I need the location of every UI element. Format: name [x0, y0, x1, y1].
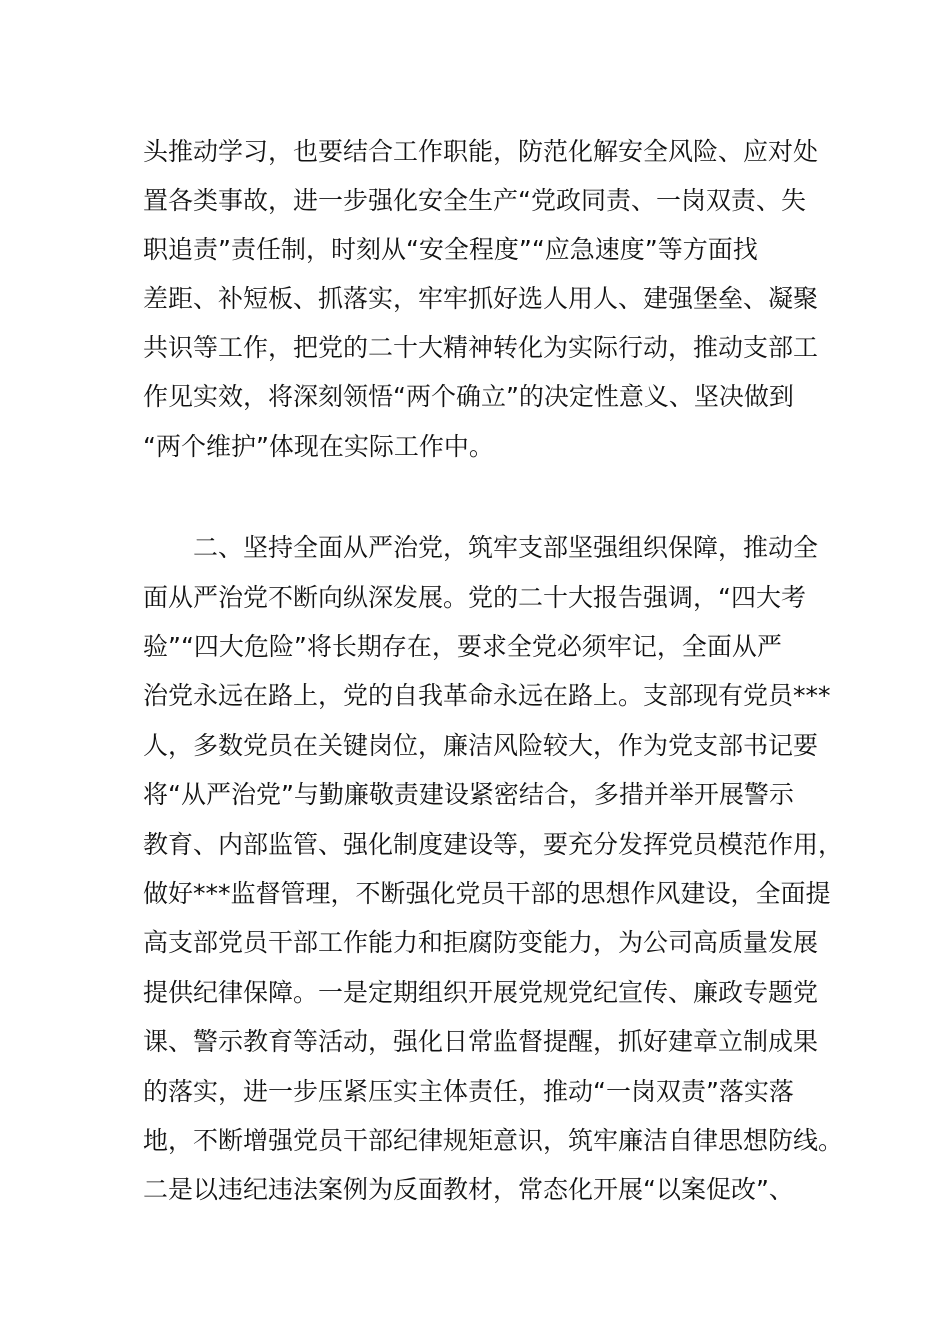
- paragraph-1-line-5: 共识等工作，把党的二十大精神转化为实际行动，推动支部工: [143, 333, 819, 362]
- paragraph-2-line-13: 地，不断增强党员干部纪律规矩意识，筑牢廉洁自律思想防线。: [143, 1126, 844, 1155]
- paragraph-2-line-5: 人，多数党员在关键岗位，廉洁风险较大，作为党支部书记要: [143, 731, 819, 760]
- paragraph-1-line-6: 作见实效，将深刻领悟“两个确立”的决定性意义、坚决做到: [143, 382, 794, 411]
- paragraph-2-line-9: 高支部党员干部工作能力和拒腐防变能力，为公司高质量发展: [143, 928, 819, 957]
- paragraph-2-line-3: 验”“四大危险”将长期存在，要求全党必须牢记，全面从严: [143, 632, 782, 661]
- paragraph-1-line-4: 差距、补短板、抓落实，牢牢抓好选人用人、建强堡垒、凝聚: [143, 284, 819, 313]
- paragraph-2-line-4: 治党永远在路上，党的自我革命永远在路上。支部现有党员***: [143, 681, 831, 710]
- paragraph-1-line-7: “两个维护”体现在实际工作中。: [143, 432, 494, 461]
- paragraph-2-line-7: 教育、内部监管、强化制度建设等，要充分发挥党员模范作用，: [143, 830, 844, 859]
- paragraph-1-line-2: 置各类事故，进一步强化安全生产“党政同责、一岗双责、失: [143, 186, 806, 215]
- paragraph-2-line-2: 面从严治党不断向纵深发展。党的二十大报告强调，“四大考: [143, 583, 806, 612]
- paragraph-1-line-1: 头推动学习，也要结合工作职能，防范化解安全风险、应对处: [143, 137, 819, 166]
- paragraph-2-line-6: 将“从严治党”与勤廉敬责建设紧密结合，多措并举开展警示: [143, 780, 794, 809]
- paragraph-2-line-14: 二是以违纪违法案例为反面教材，常态化开展“以案促改”、: [143, 1175, 794, 1204]
- paragraph-2-line-12: 的落实，进一步压紧压实主体责任，推动“一岗双责”落实落: [143, 1077, 794, 1106]
- paragraph-2-line-10: 提供纪律保障。一是定期组织开展党规党纪宣传、廉政专题党: [143, 978, 819, 1007]
- paragraph-2-line-8: 做好***监督管理，不断强化党员干部的思想作风建设，全面提: [143, 879, 831, 908]
- paragraph-1-line-3: 职追责”责任制，时刻从“安全程度”“应急速度”等方面找: [143, 235, 758, 264]
- paragraph-2-line-1: 二、坚持全面从严治党，筑牢支部坚强组织保障，推动全: [143, 533, 819, 562]
- paragraph-2-line-11: 课、警示教育等活动，强化日常监督提醒，抓好建章立制成果: [143, 1027, 819, 1056]
